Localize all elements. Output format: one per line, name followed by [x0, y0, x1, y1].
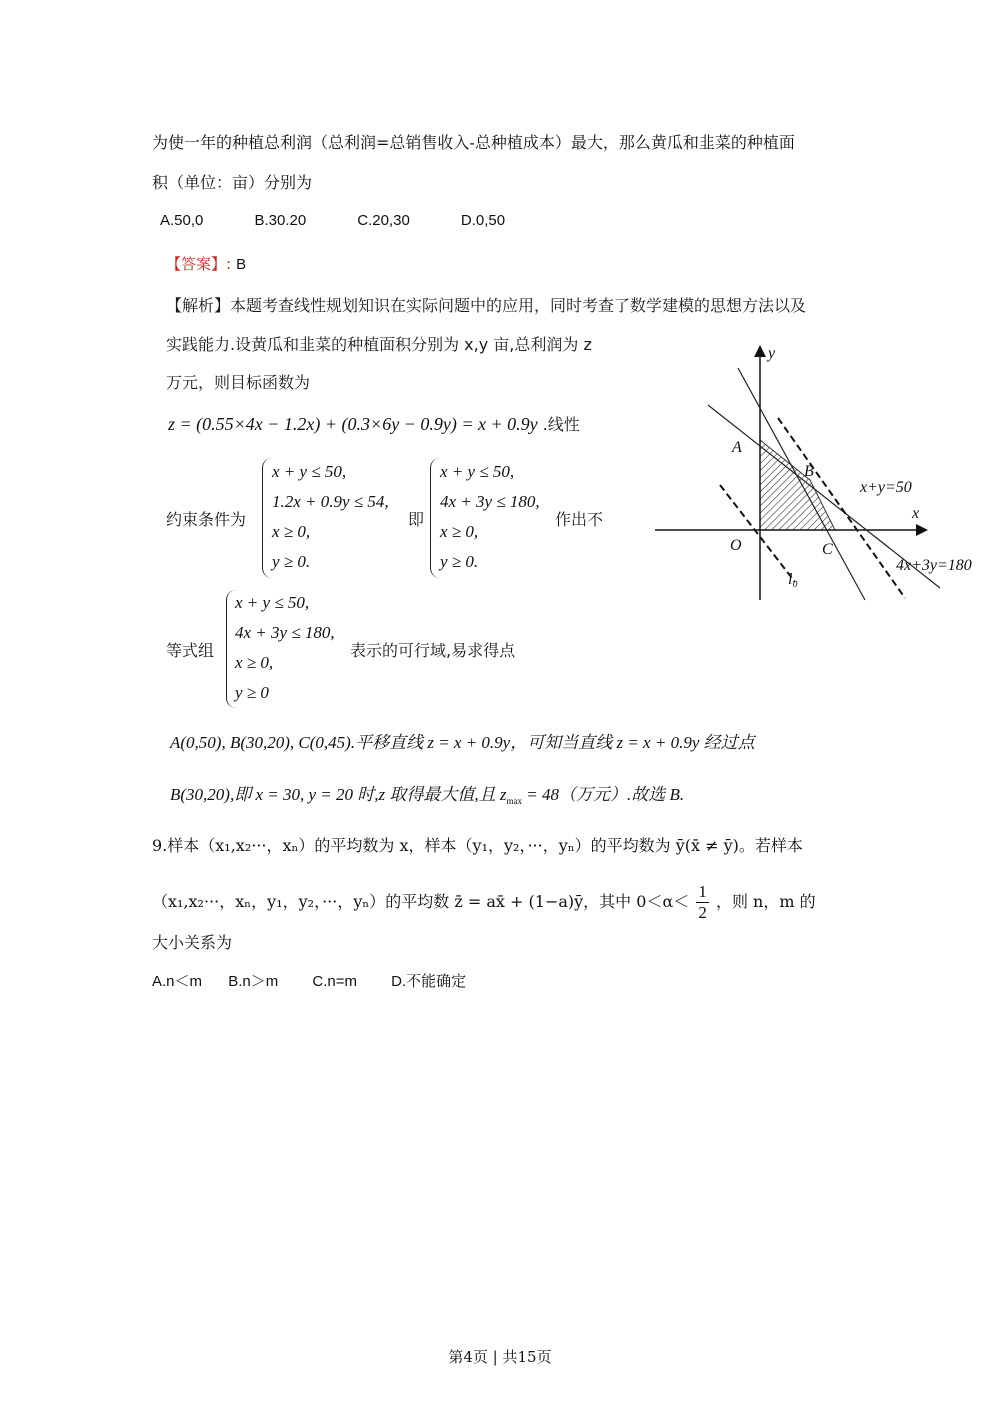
feasible-region-graph	[650, 340, 1000, 610]
after-system3: 表示的可行域,易求得点	[350, 641, 516, 660]
q9-line-2b: ，则 n，m 的	[715, 892, 816, 911]
point-a-label: A	[732, 439, 742, 456]
system2	[440, 457, 540, 577]
q9-line-2a: （x₁,x₂···，xₙ，y₁，y₂，···，yₙ）的平均数 z̄ = ax̄ + (1−a)ȳ，其中 0＜α＜	[152, 892, 690, 911]
q9-option-d: D.不能确定	[391, 973, 467, 990]
objective-row	[168, 412, 580, 435]
system2-row: y ≥ 0.	[440, 552, 479, 571]
x-axis-label: x	[912, 505, 920, 522]
system1-row: 1.2x + 0.9y ≤ 54,	[272, 492, 389, 511]
system2-row: x + y ≤ 50,	[440, 462, 515, 481]
conclusion-text: B(30,20),即 x = 30, y = 20 时,z 取得最大值,且 z	[170, 785, 507, 804]
q9-fraction	[696, 882, 709, 923]
origin-label: O	[730, 537, 742, 554]
after-system2: 作出不	[555, 510, 604, 529]
analysis-line-2: 实践能力.设黄瓜和韭菜的种植面积分别为 x,y 亩,总利润为 z	[166, 335, 592, 354]
system1-row: x ≥ 0,	[272, 522, 311, 541]
system3	[235, 588, 335, 708]
q8-option-d: D.0,50	[460, 212, 506, 229]
objective-suffix: .线性	[542, 415, 580, 434]
q9-line-3: 大小关系为	[152, 933, 233, 952]
system2-row: x ≥ 0,	[440, 522, 479, 541]
answer-value: B	[236, 256, 247, 273]
objective-function: z = (0.55×4x − 1.2x) + (0.3×6y − 0.9y) = x + 0.9y	[168, 414, 538, 434]
system3-row: x + y ≤ 50,	[235, 593, 310, 612]
point-b-label: B	[804, 463, 814, 480]
constraints-label: 约束条件为	[166, 510, 247, 529]
answer-row	[166, 253, 246, 274]
conclusion-subscript: max	[506, 796, 522, 807]
q9-line-1: 9.样本（x₁,x₂···，xₙ）的平均数为 x，样本（y₁，y₂，···，yₙ）的平均数为 ȳ(x̄ ≠ ȳ)。若样本	[152, 836, 803, 855]
q8-option-c: C.20,30	[357, 212, 410, 229]
system1-row: y ≥ 0.	[272, 552, 311, 571]
system1	[272, 457, 389, 577]
conclusion-line	[170, 780, 684, 806]
l0-label: l₀	[788, 571, 799, 588]
page-footer: 第4页 | 共15页	[448, 1348, 552, 1366]
intro-line-2: 积（单位：亩）分别为	[152, 173, 313, 192]
intro-line-1: 为使一年的种植总利润（总利润=总销售收入-总种植成本）最大，那么黄瓜和韭菜的种植面	[152, 133, 795, 152]
system2-row: 4x + 3y ≤ 180,	[440, 492, 540, 511]
line1-label: x+y=50	[860, 479, 912, 496]
fraction-numerator: 1	[698, 882, 707, 901]
system3-row: x ≥ 0,	[235, 653, 274, 672]
q9-option-c: C.n=m	[312, 973, 357, 990]
line-4x-plus-3y-180	[738, 368, 865, 600]
line2-label: 4x+3y=180	[896, 557, 972, 574]
feasible-region	[760, 440, 835, 530]
point-c-label: C	[822, 541, 833, 558]
q9-option-a: A.n＜m	[152, 973, 203, 990]
q8-options	[160, 210, 551, 229]
inequality-label: 等式组	[166, 641, 215, 660]
system3-row: 4x + 3y ≤ 180,	[235, 623, 335, 642]
q9-option-b: B.n＞m	[228, 973, 279, 990]
q9-options	[152, 970, 466, 991]
connector-ji: 即	[408, 510, 425, 529]
q8-option-a: A.50,0	[160, 212, 204, 229]
q9-line-2	[152, 882, 816, 923]
system1-row: x + y ≤ 50,	[272, 462, 347, 481]
points-line	[170, 728, 755, 753]
conclusion-tail: = 48（万元）.故选 B.	[521, 785, 685, 804]
answer-tag: 【答案】:	[166, 255, 232, 273]
analysis-line-3: 万元，则目标函数为	[166, 373, 311, 392]
fraction-denominator: 2	[698, 903, 707, 922]
analysis-line-1: 【解析】本题考查线性规划知识在实际问题中的应用，同时考查了数学建模的思想方法以及	[166, 296, 807, 315]
q8-option-b: B.30.20	[254, 212, 307, 229]
y-axis-label: y	[768, 345, 776, 362]
points-text: A(0,50), B(30,20), C(0,45).平移直线 z = x + 0.9y，可知当直线 z = x + 0.9y 经过点	[170, 733, 755, 752]
system3-row: y ≥ 0	[235, 683, 269, 702]
